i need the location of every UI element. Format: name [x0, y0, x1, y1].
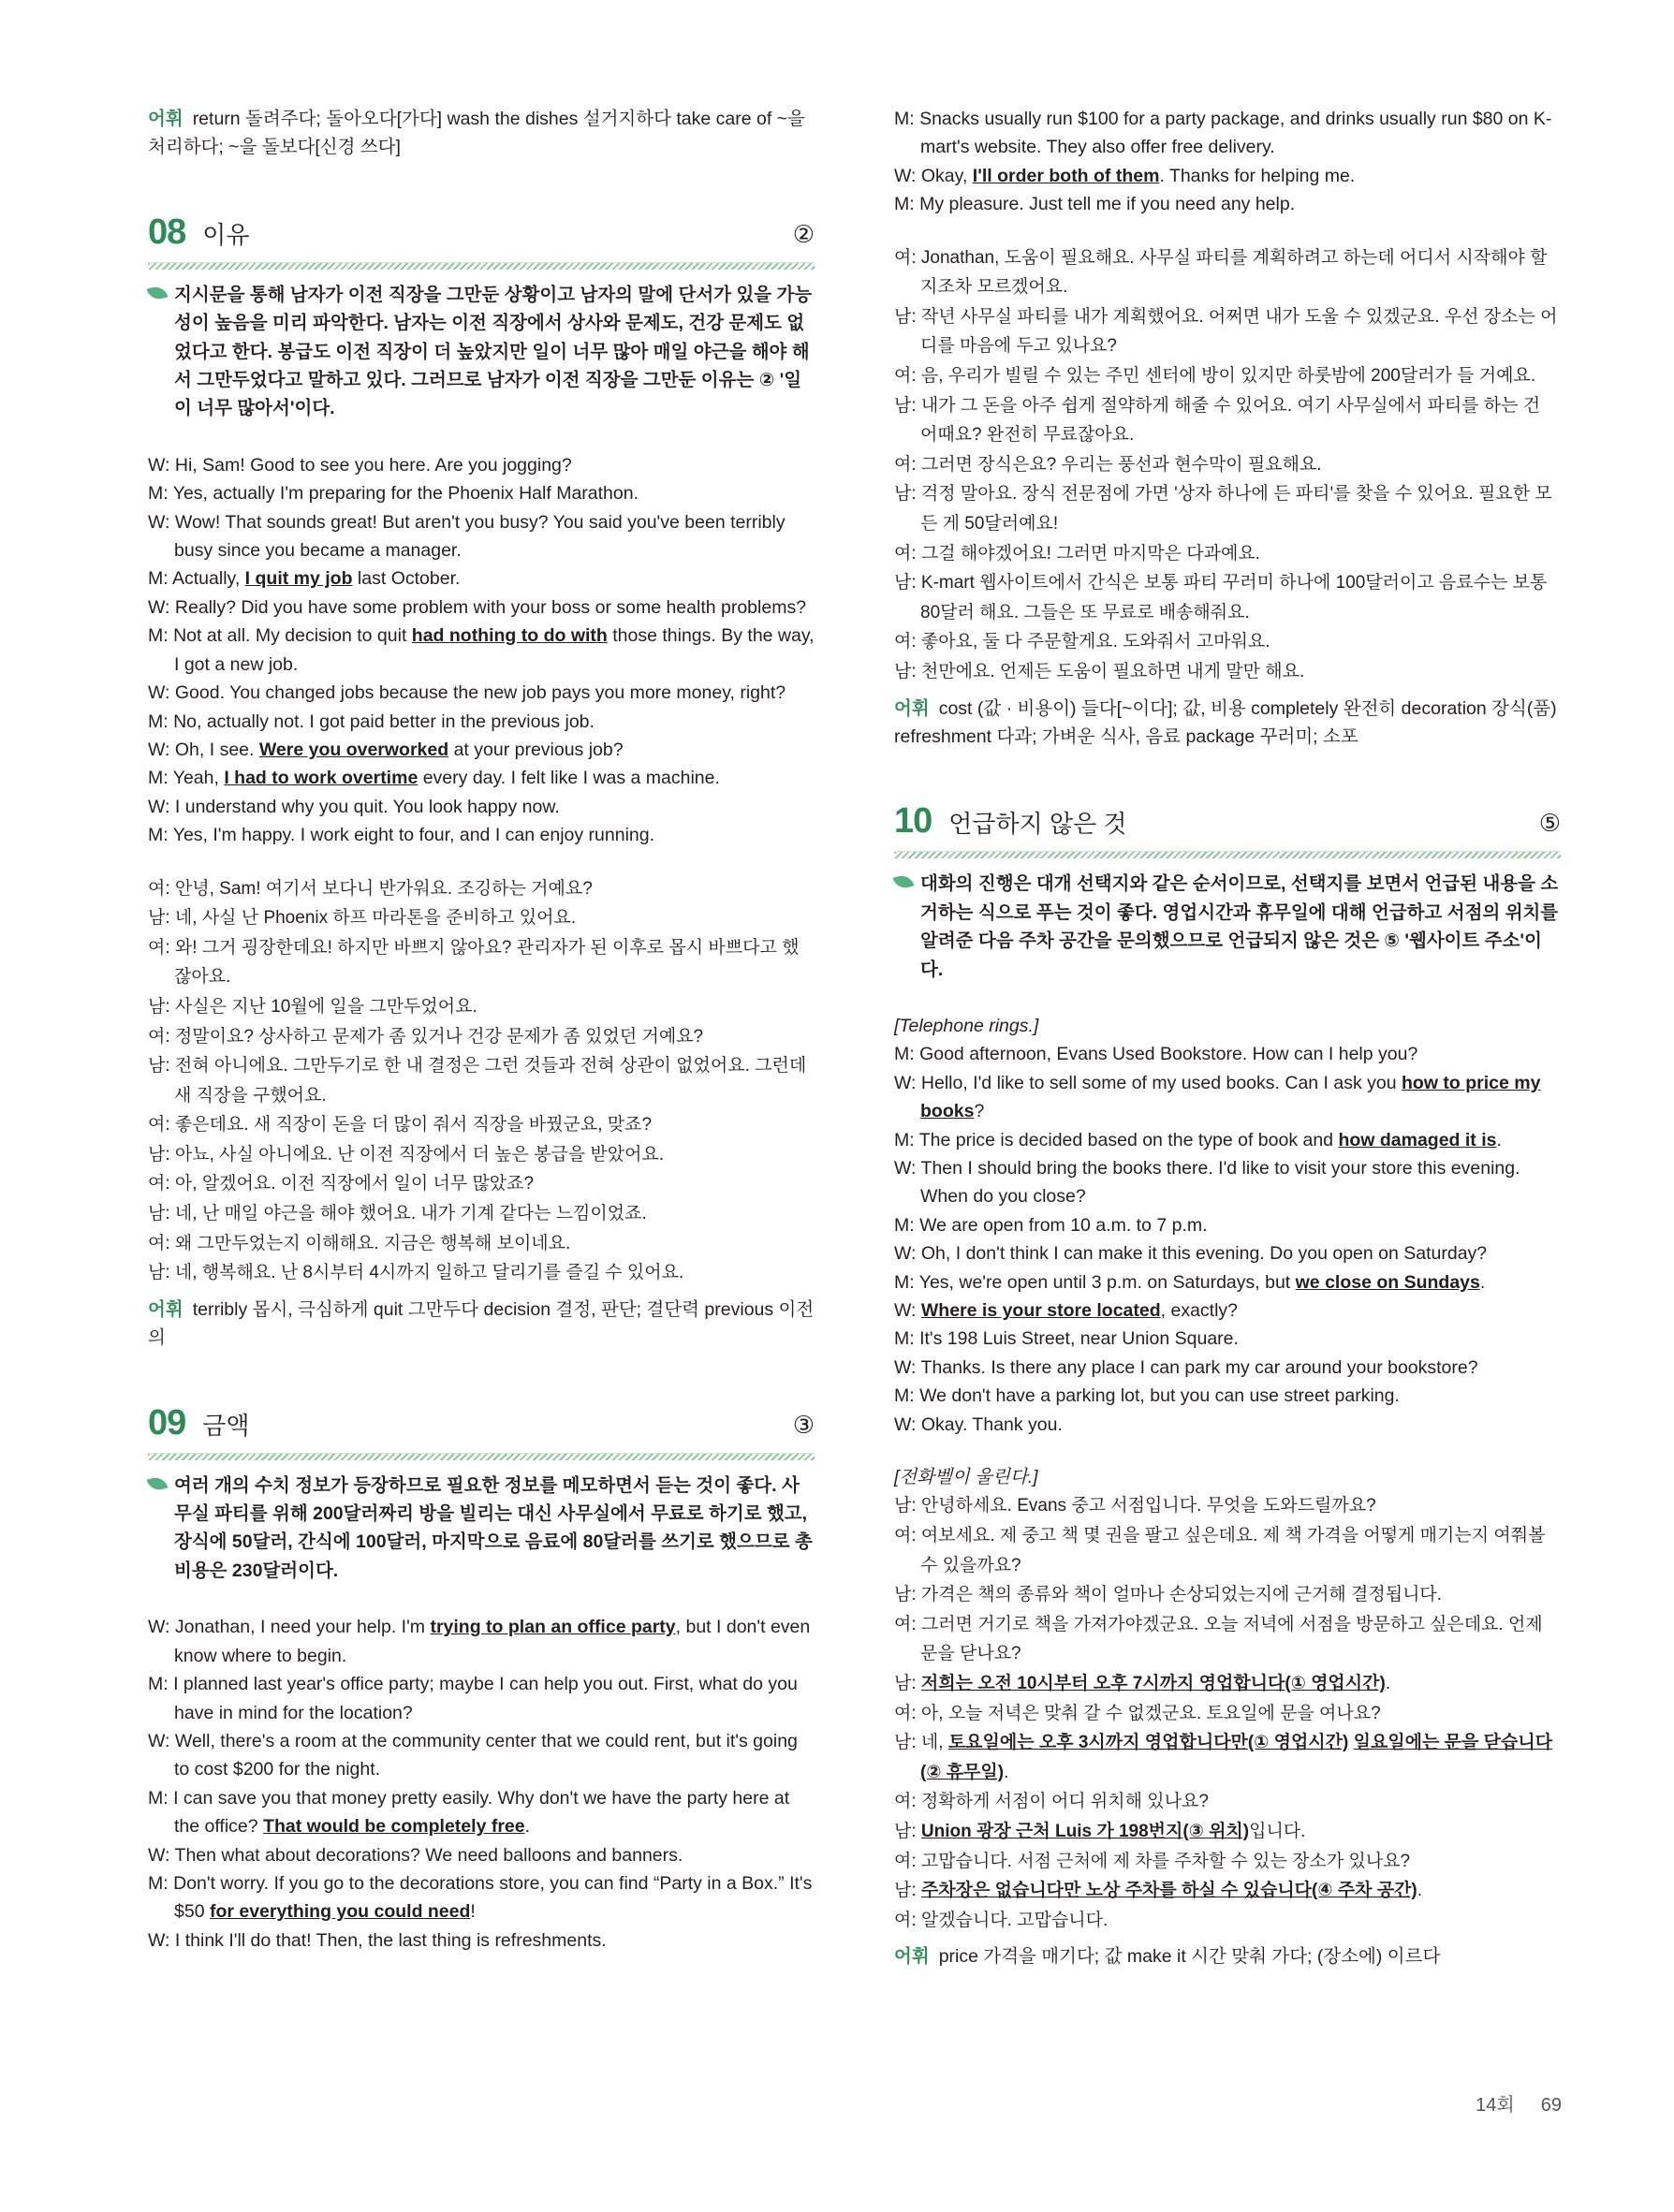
dialogue-line: W: Okay. Thank you. [894, 1414, 1063, 1435]
section-10-header [894, 801, 1561, 851]
dialogue-line: M: Snacks usually run $100 for a party package, and drinks usually run $80 on K-mart's website. They also offer free delivery. [894, 109, 1552, 158]
dialogue-line: 남: K-mart 웹사이트에서 간식은 보통 파티 꾸러미 하나에 100달러이고 음료수는 보통 80달러 해요. 그들은 또 무료로 배송해줘요. [894, 573, 1548, 623]
dialogue-line: 여: 정말이요? 상사하고 문제가 좀 있거나 건강 문제가 좀 있었던 거예요? [148, 1026, 704, 1047]
vocab-tag: 어휘 [148, 109, 184, 129]
vocab-10: 어휘 price 가격을 매기다; 값 make it 시간 맞춰 가다; (장소에) 이르다 [894, 1946, 1441, 1968]
section-title: 금액 [202, 1411, 250, 1440]
section-title: 언급하지 않은 것 [948, 810, 1127, 839]
dialogue-line: M: Don't worry. If you go to the decorations store, you can find “Party in a Box.” It's $50 for everything you could need! [148, 1872, 813, 1923]
dialogue-line: 여: 그러면 장식은요? 우리는 풍선과 현수막이 필요해요. [894, 454, 1322, 475]
section-09-header [148, 1403, 815, 1453]
dialogue-line: W: Okay, I'll order both of them. Thanks for helping me. [894, 165, 1356, 186]
dialogue-line: W: I think I'll do that! Then, the last thing is refreshments. [148, 1929, 607, 1951]
dialogue-09 [148, 1613, 815, 1955]
dialogue-line: W: Really? Did you have some problem with your boss or some health problems? [148, 596, 807, 618]
dialogue-line: W: Well, there's a room at the community center that we could rent, but it's going to cost $200 for the night. [148, 1730, 798, 1780]
dialogue-line: M: It's 198 Luis Street, near Union Square. [894, 1328, 1239, 1350]
dialogue-line: M: Yes, actually I'm preparing for the Phoenix Half Marathon. [148, 483, 639, 505]
dialogue-line: 여: 아, 알겠어요. 이전 직장에서 일이 너무 많았죠? [148, 1174, 535, 1194]
dialogue-line: M: Yeah, I had to work overtime every day. I felt like I was a machine. [148, 768, 720, 789]
dialogue-line: 남: 주차장은 없습니다만 노상 주차를 하실 수 있습니다(④ 주차 공간). [894, 1881, 1423, 1901]
vocab-top: 어휘 return 돌려주다; 돌아오다[가다] wash the dishes 설거지하다 take care of ~을 처리하다; ~을 돌보다[신경 쓰다] [148, 109, 805, 158]
dialogue-line: W: Wow! That sounds great! But aren't you busy? You said you've been terribly busy since you became a manager. [148, 511, 786, 562]
dialogue-line: 여: 아, 오늘 저녁은 맞춰 갈 수 없겠군요. 토요일에 문을 여나요? [894, 1703, 1381, 1723]
dialogue-line: 여: 와! 그거 굉장한데요! 하지만 바쁘지 않아요? 관리자가 된 이후로 몹시 바쁘다고 했잖아요. [148, 937, 800, 988]
dialogue-line: 여: 정확하게 서점이 어디 위치해 있나요? [894, 1792, 1209, 1812]
divider [148, 1453, 815, 1460]
dialogue-line: 남: Union 광장 근처 Luis 가 198번지(③ 위치)입니다. [894, 1822, 1306, 1841]
divider [894, 851, 1561, 858]
dialogue-line: M: We are open from 10 a.m. to 7 p.m. [894, 1214, 1208, 1236]
dialogue-line: W: Hi, Sam! Good to see you here. Are you jogging? [148, 454, 572, 476]
dialogue-line: 여: 그러면 거기로 책을 가져가야겠군요. 오늘 저녁에 서점을 방문하고 싶은데요. 언제 문을 닫나요? [894, 1614, 1543, 1664]
dialogue-line: 남: 사실은 지난 10월에 일을 그만두었어요. [148, 996, 477, 1017]
translation-09 [894, 243, 1561, 687]
dialogue-line: W: I understand why you quit. You look happy now. [148, 796, 560, 817]
dialogue-line: M: I planned last year's office party; maybe I can help you out. First, what do you have in mind for the location? [148, 1674, 798, 1723]
section-number: 08 [148, 212, 186, 252]
dialogue-line: W: Oh, I don't think I can make it this evening. Do you open on Saturday? [894, 1243, 1488, 1265]
dialogue-line: M: I can save you that money pretty easily. Why don't we have the party here at the office? That would be completely free. [148, 1787, 790, 1838]
dialogue-line: M: Yes, we're open until 3 p.m. on Saturdays, but we close on Sundays. [894, 1271, 1486, 1293]
dialogue-line: 남: 안녕하세요. Evans 중고 서점입니다. 무엇을 도와드릴까요? [894, 1496, 1376, 1516]
dialogue-line: 남: 가격은 책의 종류와 책이 얼마나 손상되었는지에 근거해 결정됩니다. [894, 1585, 1443, 1605]
dialogue-line: M: The price is decided based on the type of book and how damaged it is. [894, 1129, 1502, 1150]
dialogue-line: 남: 천만에요. 언제든 도움이 필요하면 내게 말만 해요. [894, 661, 1305, 681]
dialogue-line: 여: 고맙습니다. 서점 근처에 제 차를 주차할 수 있는 장소가 있나요? [894, 1851, 1411, 1871]
dialogue-line: W: Oh, I see. Were you overworked at your previous job? [148, 739, 624, 760]
dialogue-line: M: Not at all. My decision to quit had nothing to do with those things. By the way, I got a new job. [148, 625, 815, 675]
dialogue-line: M: We don't have a parking lot, but you can use street parking. [894, 1385, 1400, 1407]
dialogue-line: 여: 좋은데요. 새 직장이 돈을 더 많이 줘서 직장을 바꿨군요, 맞죠? [148, 1115, 653, 1135]
leaf-icon [147, 1474, 169, 1492]
leaf-icon [893, 873, 915, 891]
dialogue-line: 남: 네, 사실 난 Phoenix 하프 마라톤을 준비하고 있어요. [148, 908, 577, 929]
dialogue-line: W: Thanks. Is there any place I can park my car around your bookstore? [894, 1356, 1478, 1378]
dialogue-line: 여: 여보세요. 제 중고 책 몇 권을 팔고 싶은데요. 제 책 가격을 어떻게 매기는지 여쭤볼 수 있을까요? [894, 1526, 1546, 1575]
right-column [894, 105, 1561, 1971]
section-number: 10 [894, 801, 932, 842]
translation-08 [148, 874, 815, 1288]
round-label: 14회 [1476, 2095, 1515, 2116]
explanation-08: 지시문을 통해 남자가 이전 직장을 그만둔 상황이고 남자의 말에 단서가 있을 가능성이 높음을 미리 파악한다. 남자는 이전 직장에서 상사와 문제도, 건강 문제도 없었다고 한다. 봉급도 이전 직장이 더 높았지만 일이 너무 많아 매일 야근을 해야 해서 그만두었다고 말하고 있다. 그러므로 남자가 이전 직장을 그만둔 이유는 ② '일이 너무 많아서'이다. [148, 281, 815, 423]
dialogue-10 [894, 1040, 1561, 1439]
section-title: 이유 [202, 220, 250, 249]
dialogue-line: 남: 전혀 아니에요. 그만두기로 한 내 결정은 그런 것들과 전혀 상관이 없었어요. 그런데 새 직장을 구했어요. [148, 1056, 807, 1106]
dialogue-line: W: Then what about decorations? We need balloons and banners. [148, 1844, 683, 1866]
stage-direction-kr: [전화벨이 울린다.] [894, 1467, 1038, 1488]
dialogue-line: W: Where is your store located, exactly? [894, 1300, 1239, 1322]
dialogue-line: 여: 그걸 해야겠어요! 그러면 마지막은 다과예요. [894, 543, 1260, 564]
dialogue-line: W: Jonathan, I need your help. I'm trying to plan an office party, but I don't even know where to begin. [148, 1617, 811, 1666]
vocab-09: 어휘 cost (값 · 비용이) 들다[~이다]; 값, 비용 completely 완전히 decoration 장식(품) refreshment 다과; 가벼운 식사, 음료 package 꾸러미; 소포 [894, 697, 1557, 747]
section-answer: ② [792, 219, 815, 248]
dialogue-line: 남: 네, 행복해요. 난 8시부터 4시까지 일하고 달리기를 즐길 수 있어요. [148, 1263, 684, 1283]
dialogue-line: W: Good. You changed jobs because the new job pays you more money, right? [148, 682, 786, 704]
dialogue-line: 여: 알겠습니다. 고맙습니다. [894, 1910, 1109, 1930]
leaf-icon [147, 284, 169, 301]
dialogue-line: M: Actually, I quit my job last October. [148, 568, 461, 590]
page-footer [1449, 2089, 1562, 2117]
dialogue-line: W: Hello, I'd like to sell some of my used books. Can I ask you how to price my books? [894, 1072, 1541, 1122]
dialogue-line: 남: 걱정 말아요. 장식 전문점에 가면 '상자 하나에 든 파티'를 찾을 수 있어요. 필요한 모든 게 50달러예요! [894, 484, 1552, 534]
dialogue-line: M: My pleasure. Just tell me if you need any help. [894, 194, 1296, 215]
dialogue-line: 남: 저희는 오전 10시부터 오후 7시까지 영업합니다(① 영업시간). [894, 1674, 1391, 1694]
stage-direction: [Telephone rings.] [894, 1015, 1039, 1036]
translation-10 [894, 1491, 1561, 1935]
dialogue-09-cont [894, 105, 1561, 219]
section-answer: ⑤ [1538, 809, 1561, 838]
dialogue-line: 여: 좋아요, 둘 다 주문할게요. 도와줘서 고마워요. [894, 632, 1270, 652]
dialogue-line: 남: 내가 그 돈을 아주 쉽게 절약하게 해줄 수 있어요. 여기 사무실에서 파티를 하는 건 어때요? 완전히 무료잖아요. [894, 395, 1541, 446]
dialogue-line: 남: 작년 사무실 파티를 내가 계획했어요. 어쩌면 내가 도울 수 있겠군요. 우선 장소는 어디를 마음에 두고 있나요? [894, 306, 1558, 357]
dialogue-line: 여: Jonathan, 도움이 필요해요. 사무실 파티를 계획하려고 하는데 어디서 시작해야 할지조차 모르겠어요. [894, 247, 1548, 298]
dialogue-line: M: Yes, I'm happy. I work eight to four, and I can enjoy running. [148, 825, 655, 846]
dialogue-08 [148, 451, 815, 850]
section-number: 09 [148, 1402, 186, 1443]
explanation-09: 여러 개의 수치 정보가 등장하므로 필요한 정보를 메모하면서 듣는 것이 좋다. 사무실 파티를 위해 200달러짜리 방을 빌리는 대신 사무실에서 무료로 하기로 했고, 장식에 50달러, 간식에 100달러, 마지막으로 음료에 80달러를 쓰기로 했으므로 총비용은 230달러이다. [148, 1472, 815, 1586]
dialogue-line: W: Then I should bring the books there. I'd like to visit your store this evening. When do you close? [894, 1158, 1520, 1208]
left-column [148, 105, 815, 1955]
dialogue-line: M: No, actually not. I got paid better in the previous job. [148, 710, 595, 732]
dialogue-line: 여: 왜 그만두었는지 이해해요. 지금은 행복해 보이네요. [148, 1233, 571, 1253]
dialogue-line: 남: 아뇨, 사실 아니에요. 난 이전 직장에서 더 높은 봉급을 받았어요. [148, 1144, 665, 1165]
dialogue-line: 여: 안녕, Sam! 여기서 보다니 반가워요. 조깅하는 거예요? [148, 878, 593, 899]
explanation-10: 대화의 진행은 대개 선택지와 같은 순서이므로, 선택지를 보면서 언급된 내용을 소거하는 식으로 푸는 것이 좋다. 영업시간과 휴무일에 대해 언급하고 서점의 위치를 알려준 다음 주차 공간을 문의했으므로 언급되지 않은 것은 ⑤ '웹사이트 주소'이다. [894, 870, 1561, 984]
dialogue-line: 남: 네, 토요일에는 오후 3시까지 영업합니다만(① 영업시간) 일요일에는 문을 닫습니다(② 휴무일). [894, 1733, 1553, 1782]
page-number: 69 [1540, 2095, 1562, 2116]
section-08-header [148, 212, 815, 262]
dialogue-line: 남: 네, 난 매일 야근을 해야 했어요. 내가 기계 같다는 느낌이었죠. [148, 1204, 647, 1224]
vocab-08: 어휘 terribly 몹시, 극심하게 quit 그만두다 decision 결정, 판단; 결단력 previous 이전의 [148, 1298, 815, 1349]
dialogue-line: 여: 음, 우리가 빌릴 수 있는 주민 센터에 방이 있지만 하룻밤에 200달러가 들 거예요. [894, 366, 1536, 386]
dialogue-line: M: Good afternoon, Evans Used Bookstore. How can I help you? [894, 1044, 1418, 1065]
section-answer: ③ [792, 1410, 815, 1439]
divider [148, 262, 815, 270]
